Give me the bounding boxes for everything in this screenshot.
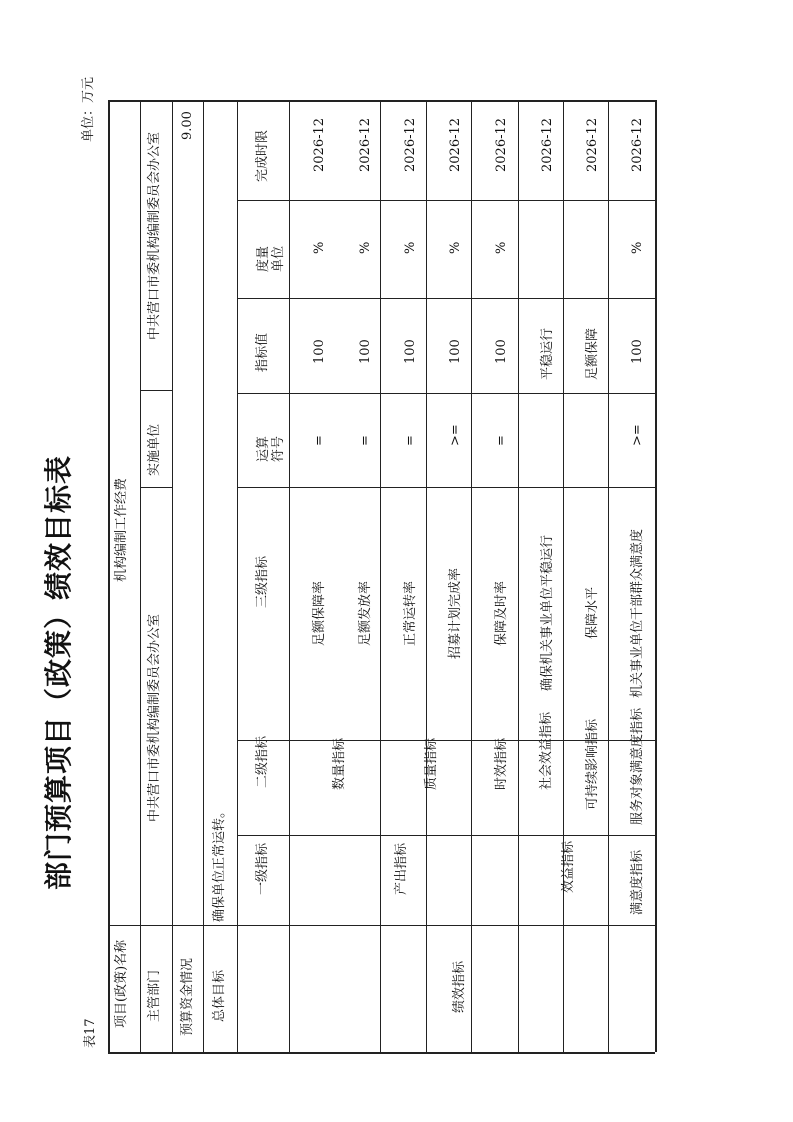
indicator-name: 正常运转率 — [403, 580, 418, 646]
indicator-deadline: 2026-12 — [312, 117, 327, 172]
project-name-label: 项目(政策)名称 — [114, 939, 129, 1028]
grid-line — [140, 487, 172, 488]
level2-sustainable: 可持续影响指标 — [585, 718, 600, 810]
level2-timeliness: 时效指标 — [494, 737, 509, 790]
level2-quantity: 数量指标 — [332, 737, 347, 790]
indicator-deadline: 2026-12 — [448, 117, 463, 172]
grid-line — [237, 200, 655, 201]
indicator-name: 保障及时率 — [494, 580, 509, 646]
grid-line — [380, 100, 381, 1052]
indicator-value: 100 — [358, 339, 373, 364]
indicator-value: 100 — [312, 339, 327, 364]
indicator-deadline: 2026-12 — [585, 117, 600, 172]
indicator-deadline: 2026-12 — [403, 117, 418, 172]
grid-line — [108, 100, 110, 1052]
goal-label: 总体目标 — [212, 969, 227, 1022]
header-op: 运算符号 — [256, 435, 286, 462]
goal-value: 确保单位正常运转。 — [212, 804, 227, 922]
indicator-unit: % — [312, 241, 327, 254]
dept-label: 主管部门 — [147, 969, 162, 1022]
grid-line — [237, 487, 655, 488]
performance-section-label: 绩效指标 — [452, 960, 467, 1013]
grid-line — [426, 100, 427, 1052]
indicator-deadline: 2026-12 — [494, 117, 509, 172]
indicator-unit: % — [630, 241, 645, 254]
header-level1: 一级指标 — [255, 842, 270, 895]
level2-service: 服务对象满意度指标 — [630, 707, 645, 825]
indicator-value: 100 — [630, 339, 645, 364]
grid-line — [108, 925, 655, 926]
grid-line — [237, 100, 238, 1052]
indicator-deadline: 2026-12 — [630, 117, 645, 172]
indicator-op: >= — [448, 424, 463, 446]
indicator-unit: % — [494, 241, 509, 254]
indicator-unit: % — [448, 241, 463, 254]
grid-line — [237, 393, 655, 394]
grid-line — [608, 100, 609, 1052]
indicator-unit: % — [403, 241, 418, 254]
document-title: 部门预算项目（政策）绩效目标表 — [42, 454, 75, 890]
indicator-op: >= — [630, 424, 645, 446]
indicator-unit: % — [358, 241, 373, 254]
indicator-name: 招募计划完成率 — [448, 567, 463, 659]
indicator-name: 保障水平 — [585, 586, 600, 639]
indicator-op: = — [494, 435, 509, 446]
indicator-name: 足额保障率 — [312, 580, 327, 646]
level2-social: 社会效益指标 — [539, 711, 554, 790]
indicator-name: 足额发放率 — [358, 580, 373, 646]
impl-value: 中共营口市委机构编制委员会办公室 — [147, 131, 162, 340]
grid-line — [518, 100, 519, 1052]
header-value: 指标值 — [255, 332, 270, 372]
indicator-value: 平稳运行 — [540, 327, 555, 380]
indicator-value: 足额保障 — [585, 327, 600, 380]
header-level3: 三级指标 — [255, 555, 270, 608]
grid-line — [140, 390, 172, 391]
indicator-op: = — [358, 435, 373, 446]
indicator-name: 确保机关事业单位平稳运行 — [540, 534, 555, 691]
header-deadline: 完成时限 — [255, 129, 270, 182]
indicator-op: = — [312, 435, 327, 446]
budget-label: 预算资金情况 — [180, 957, 195, 1036]
level1-benefit: 效益指标 — [561, 840, 576, 893]
header-unit: 度量单位 — [256, 245, 286, 272]
grid-line — [237, 835, 655, 836]
grid-line — [655, 100, 657, 1052]
grid-line — [140, 100, 141, 1052]
grid-line — [237, 298, 655, 299]
indicator-op: = — [403, 435, 418, 446]
indicator-value: 100 — [494, 339, 509, 364]
grid-line — [471, 100, 472, 1052]
indicator-deadline: 2026-12 — [540, 117, 555, 172]
level1-output: 产出指标 — [394, 842, 409, 895]
grid-line — [289, 100, 290, 1052]
indicator-value: 100 — [403, 339, 418, 364]
indicator-value: 100 — [448, 339, 463, 364]
impl-label: 实施单位 — [147, 423, 162, 476]
indicator-name: 机关事业单位干部群众满意度 — [630, 528, 645, 698]
project-name-value: 机构编制工作经费 — [114, 477, 129, 582]
level1-satisfaction: 满意度指标 — [630, 849, 645, 915]
indicator-deadline: 2026-12 — [358, 117, 373, 172]
level2-quality: 质量指标 — [424, 737, 439, 790]
unit-label: 单位：万元 — [81, 76, 96, 142]
grid-line — [563, 100, 564, 1052]
grid-line — [172, 100, 173, 1052]
grid-line — [172, 487, 173, 488]
budget-value: 9.00 — [180, 111, 195, 140]
grid-line — [203, 100, 204, 1052]
table-number: 表17 — [83, 1018, 98, 1048]
grid-line — [108, 1052, 655, 1054]
grid-line — [108, 100, 655, 102]
dept-value: 中共营口市委机构编制委员会办公室 — [147, 613, 162, 822]
header-level2: 二级指标 — [255, 735, 270, 788]
